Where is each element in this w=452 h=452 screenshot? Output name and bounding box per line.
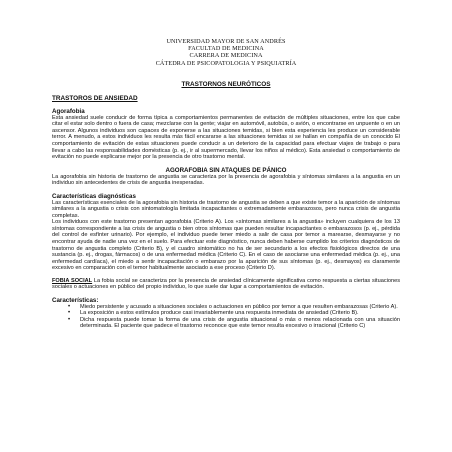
header-career: CARRERA DE MEDICINA — [189, 52, 263, 60]
bullet-icon: • — [68, 310, 71, 317]
list-item: • La exposición a estos estímulos produce casi invariablemente una respuesta inmediata de ansiedad (Criterio B). — [68, 310, 359, 317]
bullet-icon: • — [68, 303, 71, 310]
agorafobia-heading: Agorafobia — [52, 107, 85, 115]
diagnosticas-heading: Características diagnósticas — [52, 192, 136, 200]
fobia-social-text: La fobia social se caracteriza por la presencia de ansiedad clínicamente significativa como respuesta a ciertas situaciones sociales o actuaciones en público del propio individuo, lo que suele dar lugar a comportamientos de evitación. — [52, 277, 400, 291]
fobia-social-label: FOBIA SOCIAL — [52, 277, 93, 284]
sin-panico-heading: AGORAFOBIA SIN ATAQUES DE PÁNICO — [165, 166, 287, 174]
header-faculty: FACULTAD DE MEDICINA — [188, 45, 264, 53]
header-university: UNIVERSIDAD MAYOR DE SAN ANDRÉS — [166, 38, 286, 45]
list-item: • Dicha respuesta puede tomar la forma de una crisis de angustia situacional o más o menos relacionada con una situación determinada. El paciente que padece el trastorno reconoce que este temor resulta excesivo o irracional (Criterio C) — [68, 316, 400, 330]
fobia-social-paragraph — [52, 278, 400, 291]
sin-panico-paragraph: La agorafobia sin historia de trastorno de angustia se caracteriza por la presencia de agorafobia y síntomas similares a la angustia en un individuo sin antecedentes de crisis de angustia inesperadas. — [52, 173, 400, 187]
diagnosticas-paragraph-2: Los individuos con este trastorno presentan agorafobia (Criterio A). Los «síntomas similares a la angustia» incluyen cualquiera de los 13 síntomas correspondiente a las crisis de angustia o bien otros síntomas que pueden resultar incapacitantes o embarazosos (p. ej., pérdida del control de esfínter urinario). Por ejemplo, el individuo puede tener miedo a salir de casa por temor a marearse, desmayarse y no encontrar ayuda de nadie una vez en el suelo. Para efectuar este diagnóstico, nunca deben haberse cumplido los criterios diagnósticos de trastorno de angustia completo (Criterio B), y el cuadro sintomático no ha de ser secundario a los efectos fisiológicos directos de una sustancia (p. ej., drogas, fármacos) o de una enfermedad médica (Criterio C). En el caso de asociarse una enfermedad médica (p. ej., una enfermedad cardíaca), el miedo a sentir incapacitación o embarazo por la aparición de sus síntomas (p. ej., desmayos) es claramente excesivo en comparación con el temor habitualmente asociado a ese proceso (Criterio D). — [52, 219, 400, 272]
diagnosticas-paragraph-1: Las características esenciales de la agorafobia sin historia de trastorno de angustia se deben a que existe temor a la aparición de síntomas similares a la angustia o crisis con sintomatología limitada incapacitantes o extremadamente embarazosos, pero nunca crisis de angustia completas. — [52, 199, 400, 219]
caracteristicas-list — [52, 304, 400, 330]
bullet-icon: • — [68, 316, 71, 323]
list-item: • Miedo persistente y acusado a situaciones sociales o actuaciones en público por temor a que resulten embarazosas (Criterio A). — [68, 303, 398, 310]
agorafobia-paragraph: Esta ansiedad suele conducir de forma típica a comportamientos permanentes de evitación de múltiples situaciones, entre los que cabe citar el estar solo dentro o fuera de casa; mezclarse con la gente; viajar en automóvil, autobús, o avión, o encontrarse en unpuente o en un ascensor. Algunos individuos son capaces de exponerse a las situaciones temidas, si bien esta experiencia les produce un considerable terror. A menudo, a estos individuos les resulta más fácil encararse a las situaciones temidas si se hallan en compañía de un conocido El comportamiento de evitación de estas situaciones puede conducir a un deterioro de la capacidad para efectuar viajes de trabajo o para llevar a cabo las responsabilidades domésticas (p. ej., ir al supermercado, llevar los niños al médico). Esta ansiedad o comportamiento de evitación no puede explicarse mejor por la presencia de otro trastorno mental. — [52, 114, 400, 161]
document-title: TRASTORNOS NEURÓTICOS — [181, 80, 271, 88]
institution-header — [52, 38, 400, 67]
section-heading: TRASTOROS DE ANSIEDAD — [52, 94, 138, 102]
caracteristicas-heading: Características: — [52, 296, 99, 304]
header-chair: CÁTEDRA DE PSICOPATOLOGIA Y PSIQUIATRÍA — [155, 59, 297, 67]
